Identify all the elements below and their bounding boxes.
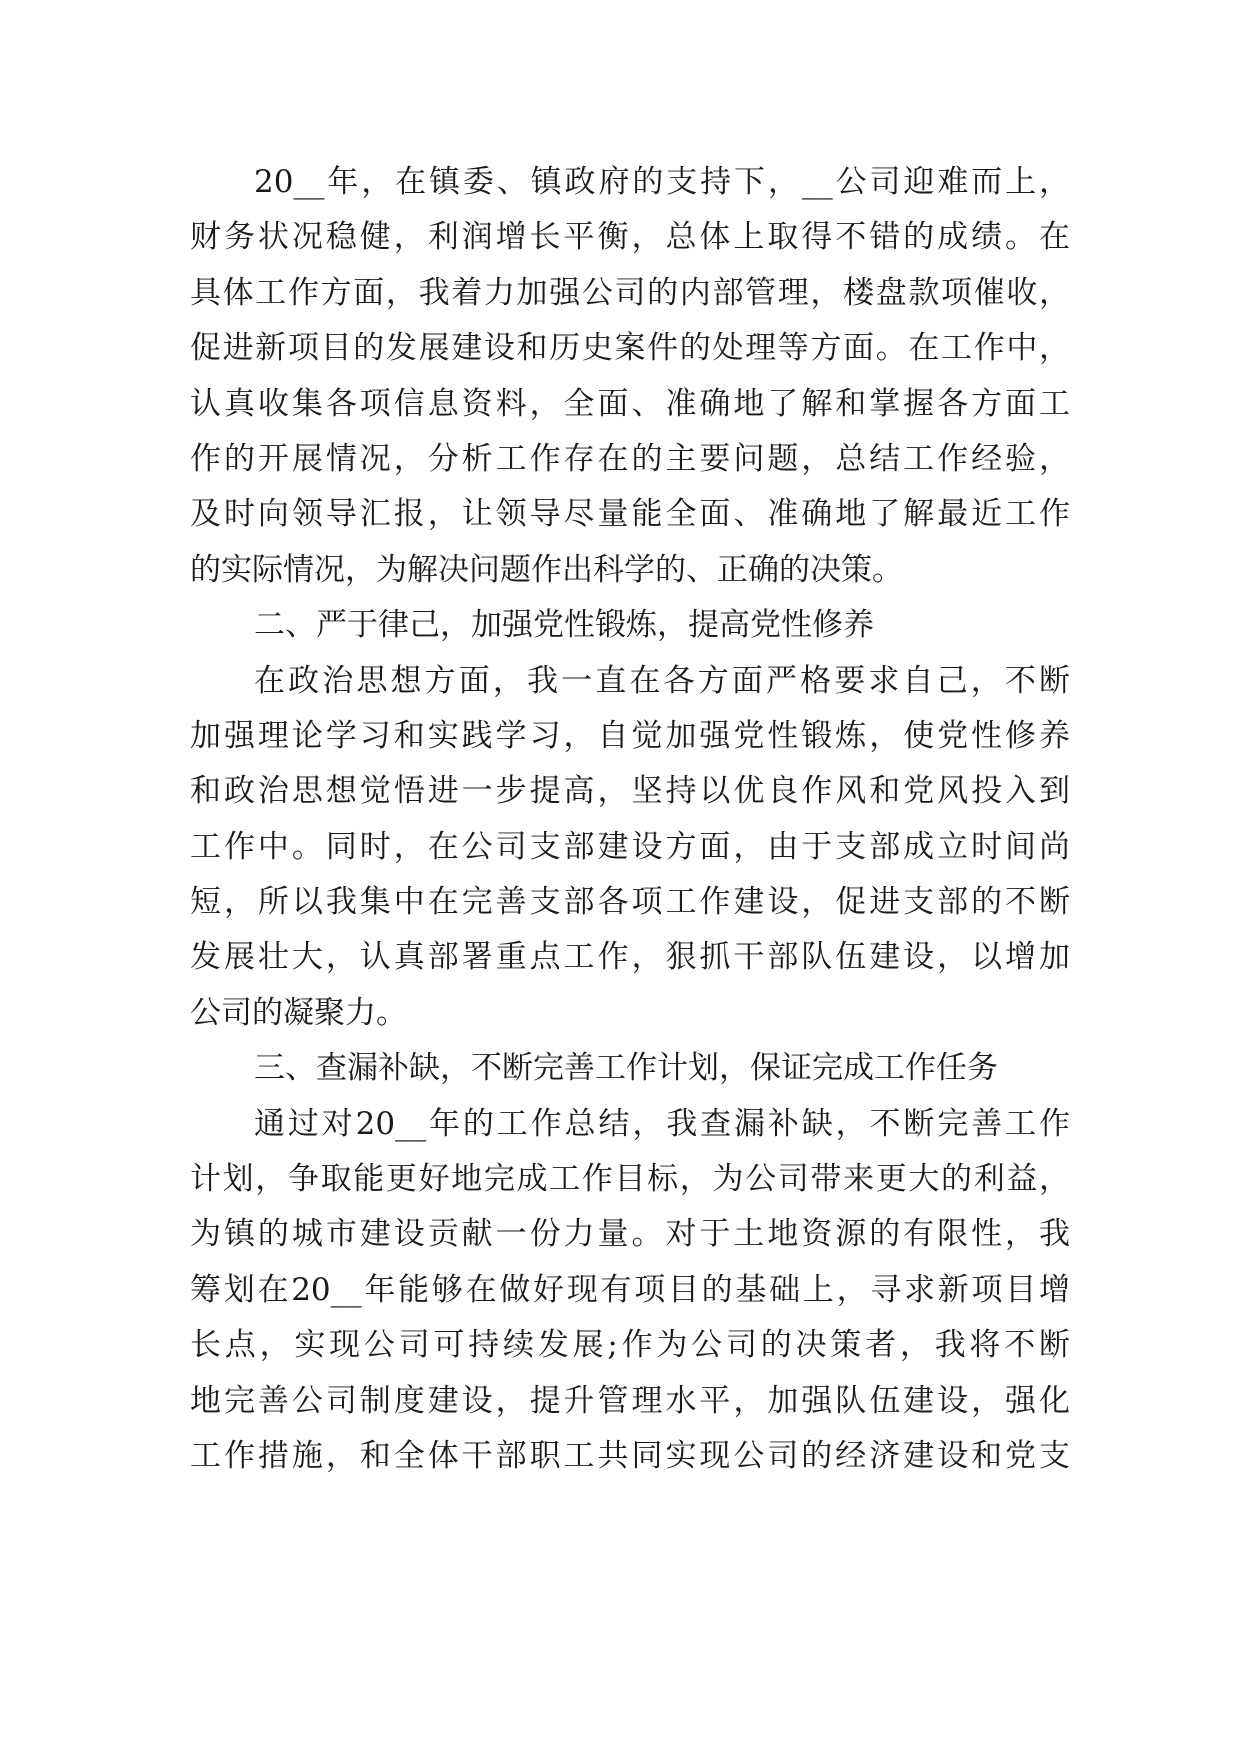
text-line: 发展壮大，认真部署重点工作，狠抓干部队伍建设，以增加 — [190, 939, 1070, 976]
text-line: 认真收集各项信息资料，全面、准确地了解和掌握各方面工 — [190, 385, 1070, 422]
document-body — [190, 155, 1070, 1484]
text-line: 加强理论学习和实践学习，自觉加强党性锻炼，使党性修养 — [190, 717, 1070, 754]
text-line: 20__年，在镇委、镇政府的支持下，__公司迎难而上， — [254, 164, 1070, 200]
text-line: 财务状况稳健，利润增长平衡，总体上取得不错的成绩。在 — [190, 219, 1070, 256]
text-line: 通过对20__年的工作总结，我查漏补缺，不断完善工作 — [254, 1105, 1070, 1142]
text-line: 公司的凝聚力。 — [190, 994, 407, 1031]
text-line: 地完善公司制度建设，提升管理水平，加强队伍建设，强化 — [190, 1382, 1070, 1419]
text-line: 短，所以我集中在完善支部各项工作建设，促进支部的不断 — [190, 884, 1070, 921]
text-line: 促进新项目的发展建设和历史案件的处理等方面。在工作中， — [190, 330, 1070, 367]
text-line: 工作措施，和全体干部职工共同实现公司的经济建设和党支 — [190, 1437, 1070, 1474]
text-line: 筹划在20__年能够在做好现有项目的基础上，寻求新项目增 — [190, 1271, 1070, 1308]
text-line: 作的开展情况，分析工作存在的主要问题，总结工作经验， — [190, 440, 1070, 477]
text-line: 具体工作方面，我着力加强公司的内部管理，楼盘款项催收， — [190, 274, 1070, 311]
text-line: 的实际情况，为解决问题作出科学的、正确的决策。 — [190, 551, 903, 588]
text-line: 计划，争取能更好地完成工作目标，为公司带来更大的利益， — [190, 1161, 1070, 1198]
text-line: 工作中。同时，在公司支部建设方面，由于支部成立时间尚 — [190, 828, 1070, 865]
text-line: 二、严于律己，加强党性锻炼，提高党性修养 — [254, 607, 874, 644]
text-line: 长点，实现公司可持续发展;作为公司的决策者，我将不断 — [190, 1327, 1070, 1364]
text-line: 三、查漏补缺，不断完善工作计划，保证完成工作任务 — [254, 1050, 998, 1087]
text-line: 及时向领导汇报，让领导尽量能全面、准确地了解最近工作 — [190, 496, 1070, 533]
text-line: 在政治思想方面，我一直在各方面严格要求自己，不断 — [254, 662, 1070, 699]
text-line: 为镇的城市建设贡献一份力量。对于土地资源的有限性，我 — [190, 1216, 1070, 1253]
text-line: 和政治思想觉悟进一步提高，坚持以优良作风和党风投入到 — [190, 773, 1070, 810]
